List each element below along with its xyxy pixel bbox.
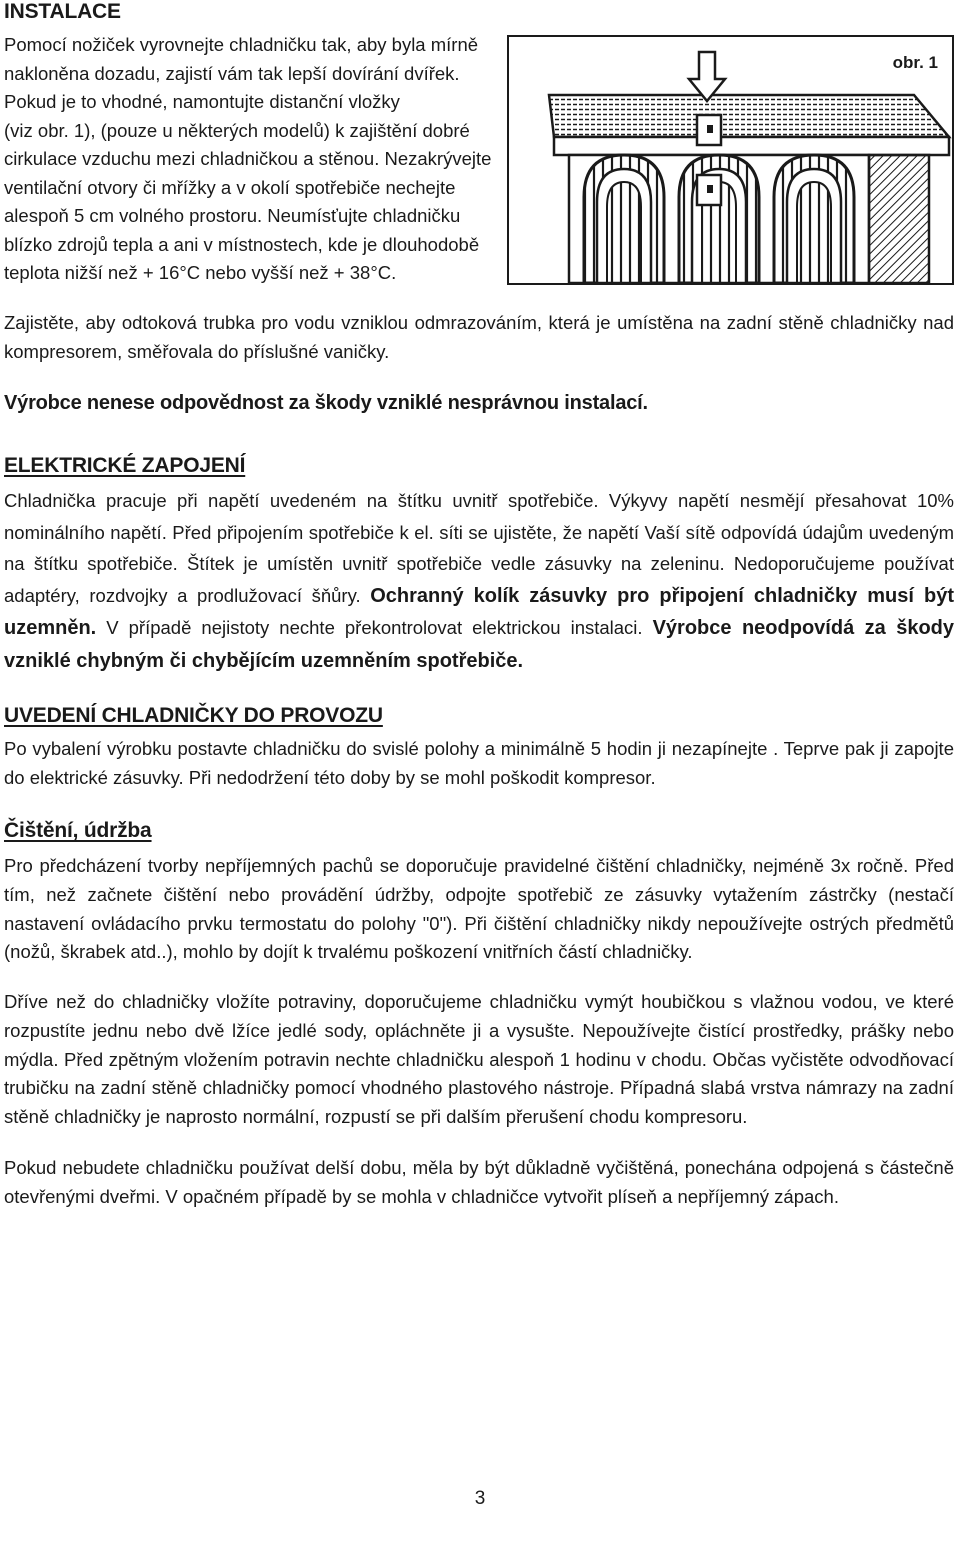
electric-text-2: V případě nejistoty nechte překontrolovat elektrickou instalaci. [106, 617, 643, 638]
install-line: (viz obr. 1), (pouze u některých modelů) k zajištění dobré [4, 119, 470, 141]
figure-1 [507, 35, 954, 285]
install-line: blízko zdrojů tepla a ani v místnostech, kde je dlouhodobě [4, 233, 480, 255]
startup-heading: UVEDENÍ CHLADNIČKY DO PROVOZU [4, 704, 383, 727]
fridge-spacer-illustration [509, 37, 952, 283]
down-arrow-icon [689, 52, 725, 101]
electric-paragraph [4, 485, 954, 677]
electric-text-1: Chladnička pracuje při napětí uvedeném na štítku uvnitř spotřebiče. Výkyvy napětí nesmějí přesahovat 10% nominálního napětí. Před připojením spotřebiče k el. síti se ujistěte, že napětí Vaší sítě odpovídá údajům uvedeným na štítku spotřebiče. Štítek je umístěn uvnitř spotřebiče vedle zásuvky na zeleninu. Nedoporučujeme používat adaptéry, rozdvojky a prodlužovací šňůry. [4, 490, 954, 606]
startup-paragraph: Po vybalení výrobku postavte chladničku do svislé polohy a minimálně 5 hodin ji nezapínejte . Teprve pak ji zapojte do elektrické zásuvky. Při nedodržení této doby by se mohl poškodit kompresor. [4, 738, 954, 788]
install-line: Pokud je to vhodné, namontujte distanční vložky [4, 91, 400, 112]
figure-label: obr. 1 [892, 53, 938, 72]
install-line: Pomocí nožiček vyrovnejte chladničku tak, aby byla mírně [4, 34, 479, 55]
grounding-warning: Ochranný kolík zásuvky pro připojení chladničky musí být uzemněn. [4, 584, 954, 639]
page-number: 3 [474, 1488, 486, 1509]
install-line: teplota nižší než + 16°C nebo vyšší než + 38°C. [4, 262, 397, 283]
install-line: nakloněna dozadu, zajistí vám tak lepší dovírání dvířek. [4, 62, 460, 84]
install-line: cirkulace vzduchu mezi chladničkou a stěnou. Nezakrývejte [4, 148, 492, 169]
cleaning-paragraph-1: Pro předcházení tvorby nepříjemných pachů se doporučuje pravidelné čištění chladničky, nejméně 3x ročně. Před tím, než začnete čištění nebo provádění údržby, odpojte spotřebič ze zásuvky vytažením zástrčky (nestačí nastavení ovládacího prvku termostatu do polohy "0"). Při čištění chladničky nikdy nepoužívejte ostrých předmětů (nožů, škrabek atd..), mohlo by dojít k trvalému poškození vnitřních částí chladničky. [4, 855, 954, 963]
cleaning-heading: Čištění, údržba [4, 819, 152, 842]
install-text [4, 31, 496, 288]
install-liability: Výrobce nenese odpovědnost za škody vzniklé nesprávnou instalací. [4, 392, 648, 414]
electric-heading: ELEKTRICKÉ ZAPOJENÍ [4, 454, 246, 477]
cleaning-paragraph-2: Dříve než do chladničky vložíte potraviny, doporučujeme chladničku vymýt houbičkou s vlažnou vodou, ve které rozpustíte jednu nebo dvě lžíce jedlé sody, opláchněte ji a vysušte. Nepoužívejte čistící prostředky, prášky nebo mýdla. Před zpětným vložením potravin nechte chladničku alespoň 1 hodinu v chodu. Občas vyčistěte odvodňovací trubičku na zadní stěně chladničky pomocí vhodného plastového nástroje. Případná slabá vrstva námrazy na zadní stěně chladničky je naprosto normální, rozpustí se při dalším přerušení chodu kompresoru. [4, 991, 954, 1128]
grounding-liability: Výrobce neodpovídá za škody vzniklé chybným či chybějícím uzemněním spotřebiče. [4, 617, 954, 672]
install-line: ventilační otvory či mřížky a v okolí spotřebiče nechejte [4, 176, 456, 198]
cleaning-paragraph-3: Pokud nebudete chladničku používat delší dobu, měla by být důkladně vyčištěná, ponechána odpojená s částečně otevřenými dveřmi. V opačném případě by se mohla v chladničce vytvořit plíseň a nepříjemný zápach. [4, 1157, 954, 1207]
install-line: alespoň 5 cm volného prostoru. Neumísťujte chladničku [4, 205, 461, 226]
install-heading: INSTALACE [4, 0, 121, 23]
spacer-icon [697, 115, 721, 145]
drain-paragraph: Zajistěte, aby odtoková trubka pro vodu vzniklou odmrazováním, která je umístěna na zadní stěně chladničky nad kompresorem, směřovala do příslušné vaničky. [4, 312, 954, 362]
